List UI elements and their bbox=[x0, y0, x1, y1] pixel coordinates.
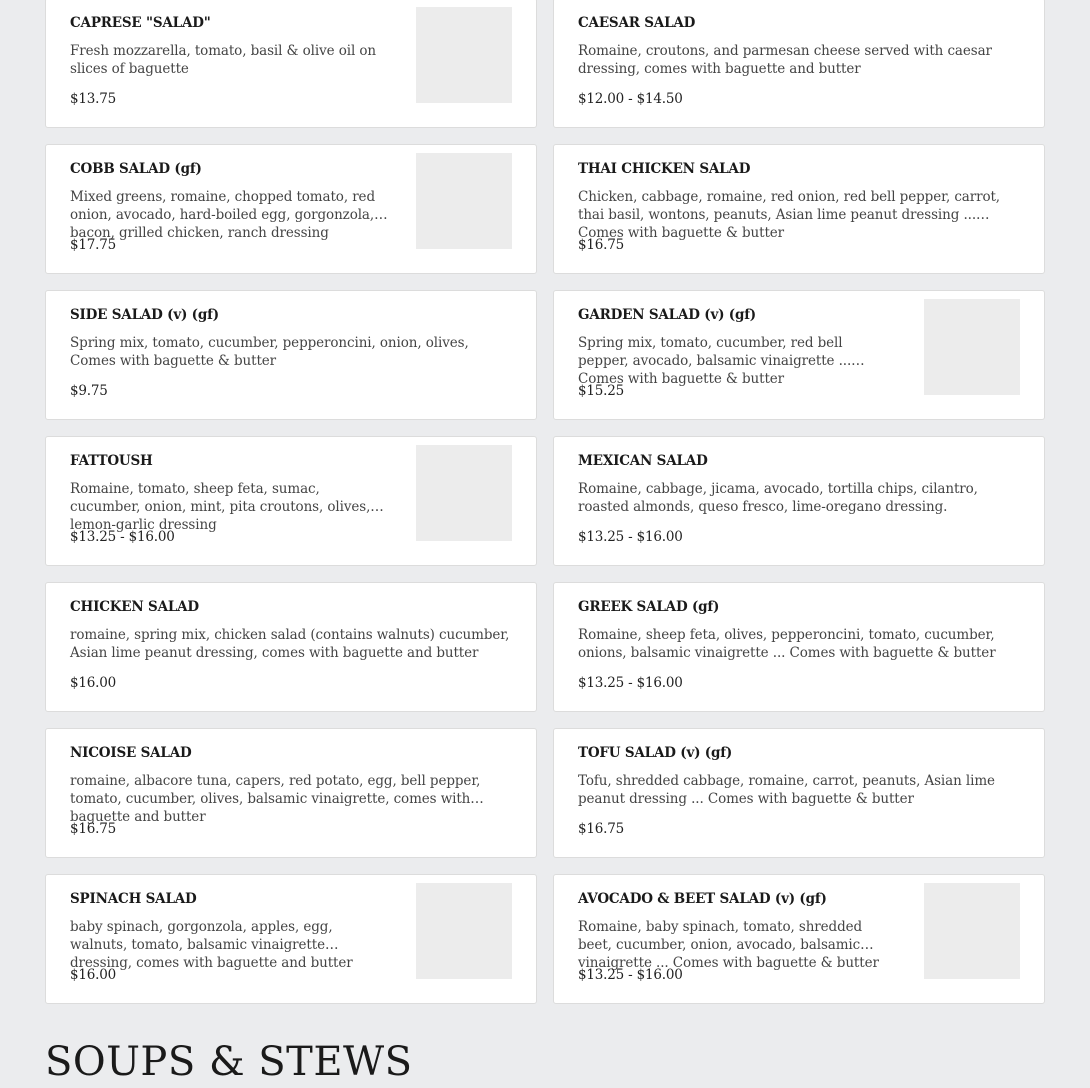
menu-item-card[interactable] bbox=[45, 144, 537, 274]
menu-item-card[interactable] bbox=[45, 290, 537, 420]
menu-item-text bbox=[578, 890, 896, 984]
menu-item-image[interactable] bbox=[924, 299, 1020, 395]
menu-item-name: THAI CHICKEN SALAD bbox=[578, 161, 751, 177]
menu-item-description: Fresh mozzarella, tomato, basil & olive oil on slices of baguette bbox=[70, 43, 376, 77]
menu-item-name: FATTOUSH bbox=[70, 453, 153, 469]
menu-item-name: GREEK SALAD (gf) bbox=[578, 599, 720, 615]
menu-item-price: $16.75 bbox=[578, 821, 625, 837]
menu-item-text bbox=[70, 744, 512, 838]
menu-item-name: MEXICAN SALAD bbox=[578, 453, 708, 469]
menu-item-description: Tofu, shredded cabbage, romaine, carrot, peanuts, Asian lime peanut dressing ... Comes with baguette & butter bbox=[578, 773, 995, 807]
menu-item-price: $16.00 bbox=[70, 675, 117, 691]
menu-item-card[interactable] bbox=[45, 728, 537, 858]
menu-item-text bbox=[70, 14, 388, 108]
menu-item-description: Romaine, sheep feta, olives, pepperoncini, tomato, cucumber, onions, balsamic vinaigrette ... Comes with baguette & butter bbox=[578, 627, 996, 661]
menu-item-price: $13.75 bbox=[70, 91, 117, 107]
menu-item-text bbox=[70, 452, 388, 546]
menu-item-price: $16.75 bbox=[70, 821, 117, 837]
menu-item-card[interactable] bbox=[553, 290, 1045, 420]
menu-item-price: $13.25 - $16.00 bbox=[578, 675, 683, 691]
menu-item-description: Romaine, tomato, sheep feta, sumac, cucumber, onion, mint, pita croutons, olives, lemon-garlic dressing bbox=[70, 481, 371, 533]
menu-item-price: $13.25 - $16.00 bbox=[578, 529, 683, 545]
menu-item-text bbox=[578, 598, 1020, 692]
menu-item-name: CHICKEN SALAD bbox=[70, 599, 199, 615]
menu-item-card[interactable] bbox=[553, 0, 1045, 128]
menu-item-text bbox=[578, 14, 1020, 108]
menu-item-description: baby spinach, gorgonzola, apples, egg, walnuts, tomato, balsamic vinaigrette dressing, comes with baguette and butter bbox=[70, 919, 353, 971]
menu-item-description: romaine, spring mix, chicken salad (contains walnuts) cucumber, Asian lime peanut dressing, comes with baguette and butter bbox=[70, 627, 510, 661]
menu-item-price: $13.25 - $16.00 bbox=[578, 967, 683, 983]
menu-item-name: COBB SALAD (gf) bbox=[70, 161, 202, 177]
menu-item-description: Mixed greens, romaine, chopped tomato, red onion, avocado, hard-boiled egg, gorgonzola, bacon, grilled chicken, ranch dressing bbox=[70, 189, 375, 241]
menu-item-grid bbox=[45, 0, 1045, 1004]
menu-item-card[interactable] bbox=[45, 582, 537, 712]
menu-item-text bbox=[70, 306, 512, 400]
menu-item-description: romaine, albacore tuna, capers, red potato, egg, bell pepper, tomato, cucumber, olives, balsamic vinaigrette, comes with baguette and butter bbox=[70, 773, 481, 825]
menu-item-description: Spring mix, tomato, cucumber, pepperoncini, onion, olives, Comes with baguette & butter bbox=[70, 335, 469, 369]
menu-item-card[interactable] bbox=[553, 874, 1045, 1004]
menu-item-name: SPINACH SALAD bbox=[70, 891, 197, 907]
menu-item-text bbox=[578, 306, 896, 400]
menu-item-text bbox=[70, 160, 388, 254]
menu-item-text bbox=[578, 160, 1020, 254]
menu-item-price: $15.25 bbox=[578, 383, 625, 399]
menu-item-name: AVOCADO & BEET SALAD (v) (gf) bbox=[578, 891, 827, 907]
menu-item-text bbox=[578, 744, 1020, 838]
menu-item-name: CAPRESE "SALAD" bbox=[70, 15, 211, 31]
menu-item-price: $13.25 - $16.00 bbox=[70, 529, 175, 545]
menu-item-description: Romaine, cabbage, jicama, avocado, tortilla chips, cilantro, roasted almonds, queso fresco, lime-oregano dressing. bbox=[578, 481, 978, 515]
menu-item-text bbox=[70, 598, 512, 692]
menu-item-text bbox=[578, 452, 1020, 546]
menu-item-card[interactable] bbox=[45, 436, 537, 566]
menu-item-description: Spring mix, tomato, cucumber, red bell pepper, avocado, balsamic vinaigrette ... Comes with baguette & butter bbox=[578, 335, 852, 387]
menu-item-card[interactable] bbox=[553, 582, 1045, 712]
menu-item-name: CAESAR SALAD bbox=[578, 15, 696, 31]
menu-item-image[interactable] bbox=[924, 883, 1020, 979]
menu-item-price: $16.00 bbox=[70, 967, 117, 983]
menu-item-name: TOFU SALAD (v) (gf) bbox=[578, 745, 733, 761]
menu-item-name: NICOISE SALAD bbox=[70, 745, 192, 761]
menu-item-description: Chicken, cabbage, romaine, red onion, red bell pepper, carrot, thai basil, wontons, peanuts, Asian lime peanut dressing ... Comes with baguette & butter bbox=[578, 189, 1000, 241]
section-title-soups-stews: SOUPS & STEWS bbox=[45, 1039, 413, 1085]
menu-item-image[interactable] bbox=[416, 7, 512, 103]
menu-item-card[interactable] bbox=[553, 728, 1045, 858]
menu-item-image[interactable] bbox=[416, 883, 512, 979]
menu-item-price: $9.75 bbox=[70, 383, 108, 399]
menu-item-description: Romaine, croutons, and parmesan cheese served with caesar dressing, comes with baguette and butter bbox=[578, 43, 992, 77]
menu-item-price: $17.75 bbox=[70, 237, 117, 253]
menu-item-name: SIDE SALAD (v) (gf) bbox=[70, 307, 219, 323]
menu-item-card[interactable] bbox=[553, 436, 1045, 566]
menu-item-description: Romaine, baby spinach, tomato, shredded beet, cucumber, onion, avocado, balsamic vinaigrette ... Comes with baguette & butter bbox=[578, 919, 879, 971]
menu-item-name: GARDEN SALAD (v) (gf) bbox=[578, 307, 756, 323]
menu-item-card[interactable] bbox=[553, 144, 1045, 274]
menu-item-price: $12.00 - $14.50 bbox=[578, 91, 683, 107]
menu-item-text bbox=[70, 890, 388, 984]
menu-item-card[interactable] bbox=[45, 0, 537, 128]
menu-item-card[interactable] bbox=[45, 874, 537, 1004]
menu-item-image[interactable] bbox=[416, 153, 512, 249]
menu-item-image[interactable] bbox=[416, 445, 512, 541]
menu-item-price: $16.75 bbox=[578, 237, 625, 253]
